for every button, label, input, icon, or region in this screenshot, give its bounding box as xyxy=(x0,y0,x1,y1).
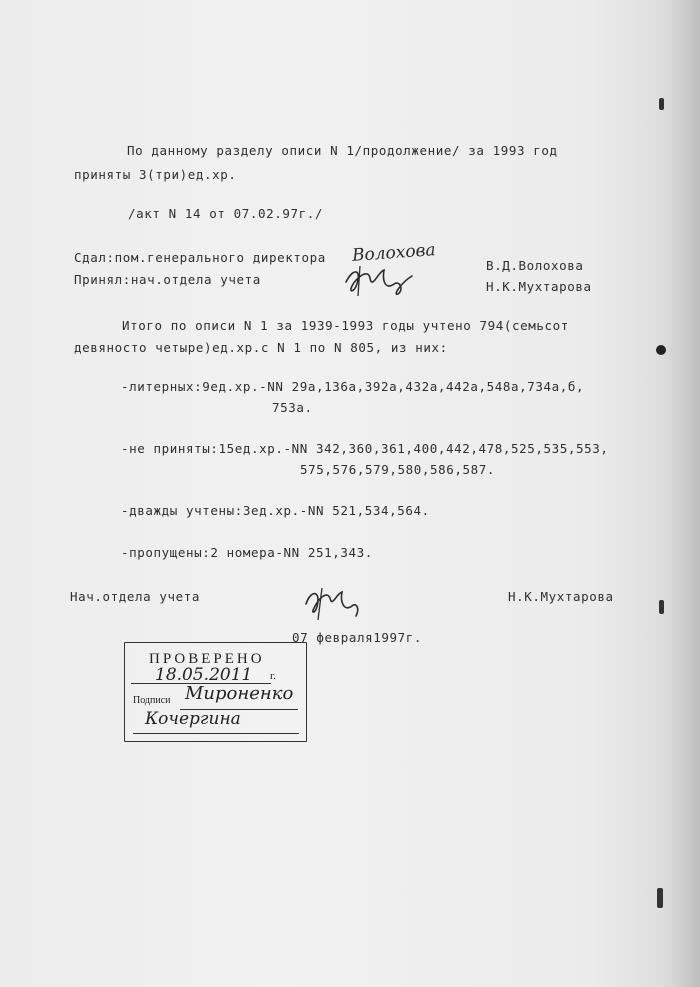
skipped-numbers-line: -пропущены:2 номера-NN 251,343. xyxy=(121,545,373,560)
not-accepted-line-1: -не приняты:15ед.хр.-NN 342,360,361,400,442,478,525,535,553, xyxy=(121,441,609,456)
verification-stamp xyxy=(124,642,307,742)
received-by-label: Принял:нач.отдела учета xyxy=(74,272,261,287)
punch-mark-icon xyxy=(659,600,664,614)
intro-line-1: По данному разделу описи N 1/продолжение/ за 1993 год xyxy=(127,143,558,158)
footer-signature-icon xyxy=(300,582,366,622)
stamp-year-suffix: г. xyxy=(270,670,277,682)
stamp-signature-1: Мироненко xyxy=(185,683,294,704)
act-reference: /акт N 14 от 07.02.97г./ xyxy=(128,206,324,221)
punch-mark-icon xyxy=(657,888,663,908)
punch-mark-icon xyxy=(656,345,666,355)
punch-mark-icon xyxy=(659,98,664,110)
footer-date: 07 февраля1997г. xyxy=(292,630,423,645)
literal-units-line-1: -литерных:9ед.хр.-NN 29а,136а,392а,432а,442а,548а,734а,б, xyxy=(121,379,585,394)
handed-by-handwritten-name: Волохова xyxy=(351,240,437,266)
not-accepted-line-2: 575,576,579,580,586,587. xyxy=(300,462,496,477)
stamp-signature-2: Кочергина xyxy=(145,709,241,729)
received-by-name: Н.К.Мухтарова xyxy=(486,279,592,294)
received-signature-icon xyxy=(338,262,418,298)
stamp-title: ПРОВЕРЕНО xyxy=(149,651,265,667)
double-counted-line: -дважды учтены:3ед.хр.-NN 521,534,564. xyxy=(121,503,430,518)
footer-position: Нач.отдела учета xyxy=(70,589,201,604)
intro-line-2: приняты 3(три)ед.хр. xyxy=(74,167,237,182)
stamp-signatures-label: Подписи xyxy=(133,695,171,706)
stamp-date: 18.05.2011 xyxy=(155,665,253,685)
handed-by-label: Сдал:пом.генерального директора xyxy=(74,250,326,265)
stamp-signature-line-2 xyxy=(133,733,299,734)
total-line-2: девяносто четыре)ед.хр.с N 1 по N 805, из них: xyxy=(74,340,448,355)
footer-name: Н.К.Мухтарова xyxy=(508,589,614,604)
literal-units-line-2: 753а. xyxy=(272,400,313,415)
handed-by-name: В.Д.Волохова xyxy=(486,258,584,273)
total-line-1: Итого по описи N 1 за 1939-1993 годы учтено 794(семьсот xyxy=(122,318,569,333)
